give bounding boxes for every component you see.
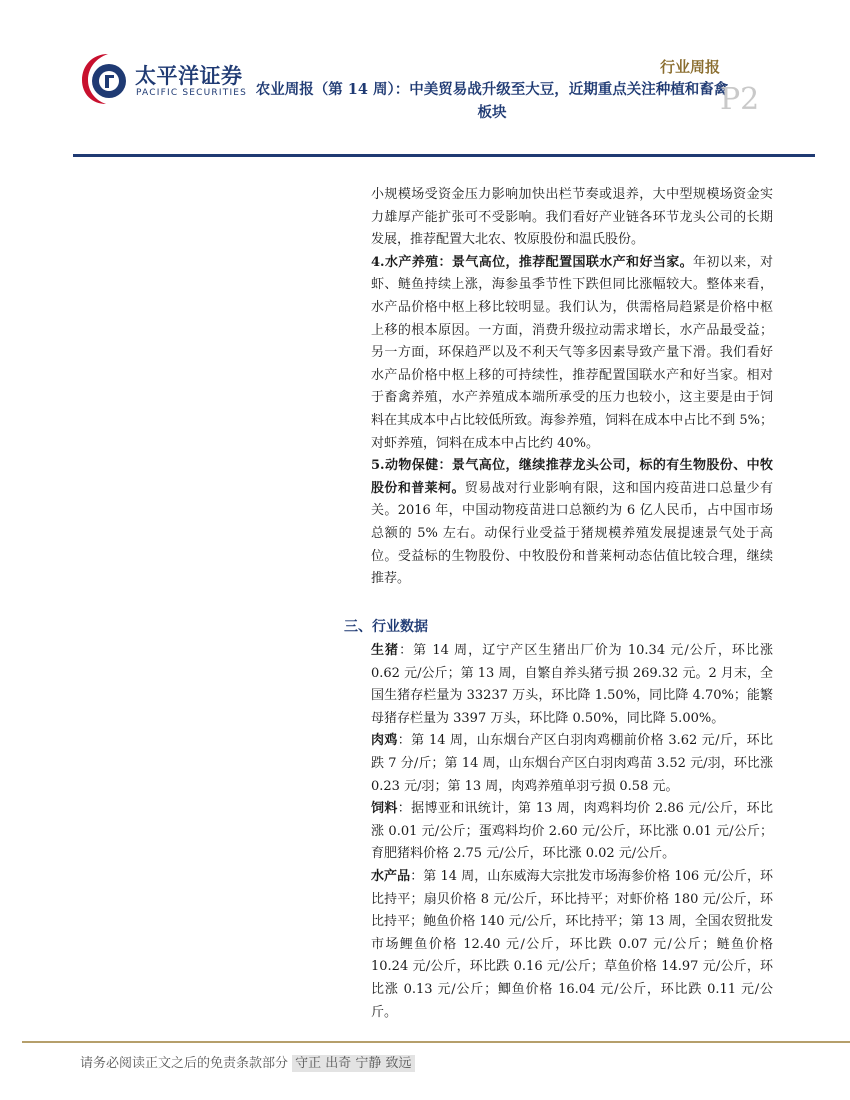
footer [80,1052,415,1071]
paragraph-livestock-cont: 小规模场受资金压力影响加快出栏节奏或退养，大中型规模场资金实力雄厚产能扩张可不受影响。我们看好产业链各环节龙头公司的长期发展，推荐配置大北农、牧原股份和温氏股份。 [371,187,773,248]
industry-data-text [371,640,773,1024]
page-number: P2 [720,82,760,117]
paragraph-chicken [371,730,773,798]
animal-health-text: 贸易战对行业影响有限，这和国内疫苗进口总量少有关。2016 年，中国动物疫苗进口总额约为 6 亿人民币，占中国市场总额的 5% 左右。动保行业受益于猪规模养殖发展提速景气处于高位。受益标的生物股份、中牧股份和普莱柯动态估值比较合理，继续推荐。 [371,480,773,587]
paragraph-aquaculture [371,252,773,455]
section-heading-industry-data: 三、行业数据 [344,619,428,635]
footer-divider [22,1041,850,1043]
pig-text: ：第 14 周，辽宁产区生猪出厂价为 10.34 元/公斤，环比涨 0.62 元/公斤；第 13 周，自繁自养头猪亏损 269.32 元。2 月末，全国生猪存栏量为 33237 万头，环比降 1.50%，同比降 4.70%；能繁母猪存栏量为 3397 万头，环比降 0.50%，同比降 5.00%。 [371,643,773,726]
pig-label: 生猪 [371,643,400,658]
paragraph-pig [371,640,773,730]
header-divider [73,154,815,157]
paragraph-aquatic [371,866,773,1024]
logo-english-name: PACIFIC SECURITIES [136,88,248,98]
chicken-text: ：第 14 周，山东烟台产区白羽肉鸡棚前价格 3.62 元/斤，环比跌 7 分/斤；第 14 周，山东烟台产区白羽肉鸡苗 3.52 元/羽，环比涨 0.23 元/羽；第 13 周，肉鸡养殖单羽亏损 0.58 元。 [371,733,773,794]
report-title: 农业周报（第 14 周）：中美贸易战升级至大豆，近期重点关注种植和畜禽板块 [255,81,729,121]
report-type: 行业周报 [659,58,720,76]
body-text [371,184,773,591]
aquatic-label: 水产品 [371,868,411,884]
chicken-label: 肉鸡 [371,733,398,749]
disclaimer-notice: 请务必阅读正文之后的免责条款部分 [80,1056,289,1071]
paragraph-animal-health [371,455,773,591]
aquaculture-text: 年初以来，对虾、鲢鱼持续上涨，海参虽季节性下跌但同比涨幅较大。整体来看，水产品价格中枢上移比较明显。我们认为，供需格局趋紧是价格中枢上移的根本原因。一方面，消费升级拉动需求增长，水产品最受益；另一方面，环保趋严以及不利天气等多因素导致产量下滑。我们看好水产品价格中枢上移的可持续性，推荐配置国联水产和好当家。相对于畜禽养殖，水产养殖成本端所承受的压力也较小，这主要是由于饲料在其成本中占比较低所致。海参养殖，饲料在成本中占比不到 5%；对虾养殖，饲料在成本中占比约 40%。 [371,254,773,451]
aquatic-text: ：第 14 周，山东威海大宗批发市场海参价格 106 元/公斤，环比持平；扇贝价格 8 元/公斤，环比持平；对虾价格 180 元/公斤，环比持平；鲍鱼价格 140 元/公斤，环比持平；第 13 周，全国农贸批发市场鲤鱼价格 12.40 元/公斤，环比跌 0.07 元/公斤；鲢鱼价格 10.24 元/公斤，环比跌 0.16 元/公斤；草鱼价格 14.97 元/公斤，环比涨 0.13 元/公斤；鲫鱼价格 16.04 元/公斤，环比跌 0.11 元/公斤。 [371,868,773,1020]
company-motto: 守正 出奇 宁静 致远 [292,1055,414,1072]
feed-text: ：据博亚和讯统计，第 13 周，肉鸡料均价 2.86 元/公斤，环比涨 0.01 元/公斤；蛋鸡料均价 2.60 元/公斤，环比涨 0.01 元/公斤；育肥猪料价格 2.75 元/公斤，环比涨 0.02 元/公斤。 [371,801,773,862]
company-logo [78,50,248,106]
pacific-logo-icon [78,50,130,106]
feed-label: 饲料 [371,801,398,817]
aquaculture-heading: 4.水产养殖：景气高位，推荐配置国联水产和好当家。 [371,254,694,270]
paragraph-feed [371,798,773,866]
logo-chinese-name: 太平洋证券 [135,64,243,88]
animal-health-heading: 5.动物保健：景气高位，继续推荐龙头公司，标的有生物股份、中牧股份和普莱柯。 [371,458,773,496]
